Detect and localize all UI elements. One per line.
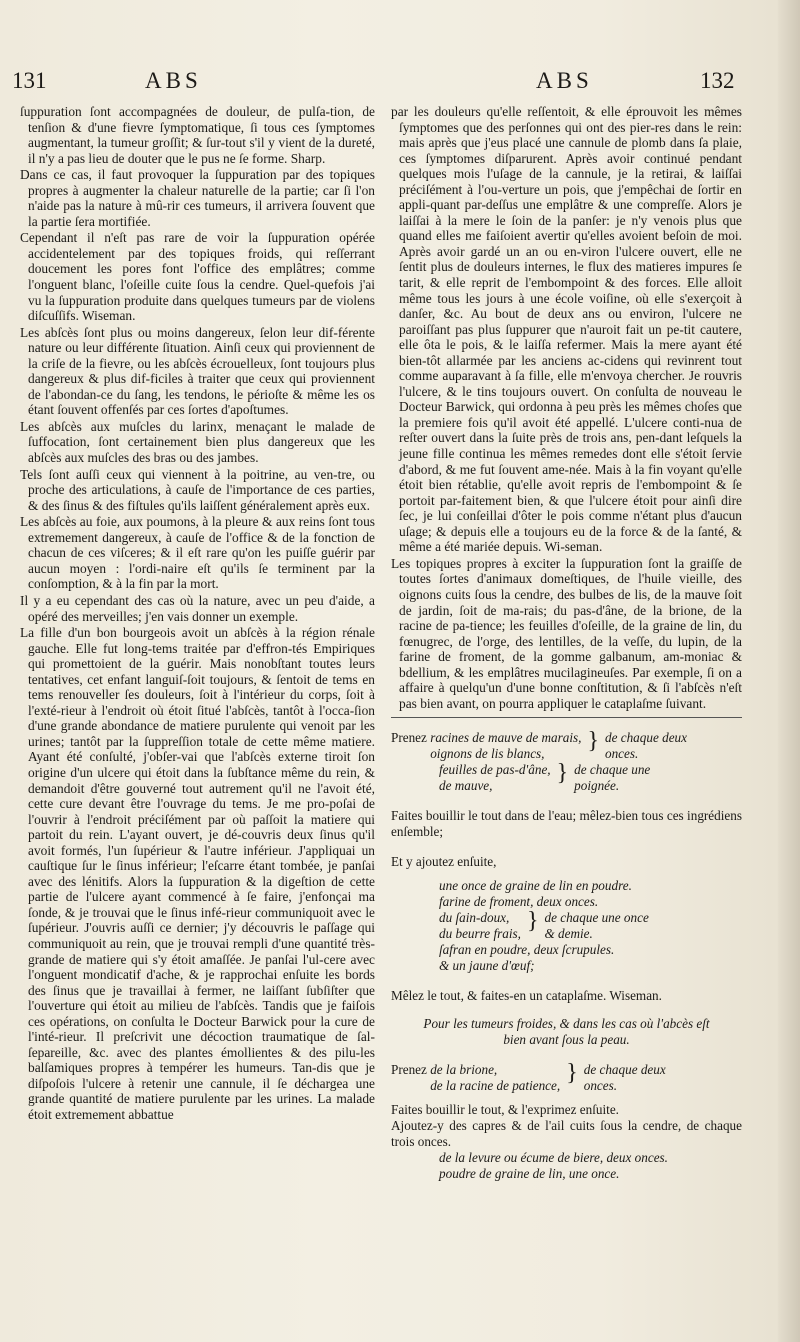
quantity: de chaque une (574, 762, 651, 778)
list-item: du beurre frais, (439, 926, 521, 942)
ingredient: de la brione, (430, 1062, 498, 1078)
ingredient-list (391, 1150, 742, 1182)
paragraph: Il y a eu cependant des cas où la nature, avec un peu d'aide, a opéré des merveilles; j'en vais donner un exemple. (20, 592, 375, 624)
paragraph: La fille d'un bon bourgeois avoit un abſcès à la région rénale gauche. Elle fut long-tems traitée par d'effron-tés Empiriques qui promettoient de la guérir. Mais nonobſtant toutes leurs tentatives, cet enfant languiſ-ſoit toujours, & ſentoit de tems en tems renouveller ſes douleurs, ſoit à l'intérieur du corps, ſoit à l'exté-rieur à l'endroit où étoit ſitué l'abſcès, tantôt à l'occa-ſion d'une grande abondance de matiere purulente qui venoit par les urines; tantôt par la ſuppreſſion totale de cette même matiere. Ayant été conſulté, j'obſer-vai que l'abſcès externe tiroit ſon origine d'un ulcere qui étoit dans la ſubſtance même du rein, & demandoit d'être gouverné tout autrement qu'il ne l'avoit été, cette cure devant être l'ouvrage du tems. Je me pro-poſai de l'ouvrir à l'endroit préciſément par où paſſoit la matiere qui partoit du rein. L'ayant ouvert, je dé-couvris deux ſinus qu'il avoit formés, l'un ſupérieur & l'autre inférieur. J'appliquai un cauſtique ſur le ſinus inférieur; l'eſcarre étant tombée, je panſai avec des lénitifs. Alors la ſuppuration & la digeſtion de cette partie de l'ulcere ayant commencé à ſe faire, j'enfonçai ma ſonde, & je trouvai que le ſinus infé-rieur communiquoit avec le ſupérieur. J'ouvris auſſi ce dernier; j'y découvris le paſſage qui communiquoit au rein, que je trouvai rempli d'une quantité très-grande de matiere qui s'y étoit amaſſée. Je panſai l'ul-cere avec l'onguent mondicatif d'ache, & je rapprochai enſuite les bords des ſinus que je travaillai à fermer, ne laiſſant ſubſiſter que l'ouverture qui étoit au milieu de l'abſcès. Tandis que je faiſois ces opérations, on conſulta le Docteur Barwick pour la cure de l'inté-rieur. Il preſcrivit une décoction traumatique de ſal-ſepareille, &c. avec des plantes émollientes & des pilu-les balſamiques propres à tempérer les humeurs. Tan-dis que je diſpoſois l'ulcere à retenir une cannule, il ſe déchargea une grande quantité de matiere purulente par les urines. La malade étoit extremement abbattue (20, 625, 375, 1122)
left-page-number: 131 (12, 68, 47, 93)
quantity: onces. (583, 1078, 618, 1094)
quantity: de chaque deux (604, 730, 688, 746)
paragraph: Les topiques propres à exciter la ſuppuration ſont la graiſſe de toutes ſortes d'animaux domeſtiques, de l'huile vieille, des oignons cuits ſous la cendre, des bulbes de lis, de la mauve ſoit de jardin, ſoit de ma-rais; du pas-d'âne, de la brione, de la racine de pa-tience; les feuilles d'oſeille, de la graine de lin, du fœnugrec, de l'orge, des lentilles, de la veſſe, du lupin, de la farine de froment, de la gomme galbanum, am-moniac & bdellium, & les emplâtres mucilagineuſes. Par exemple, ſi on a affaire à quelqu'un d'une bonne conſtitution, & ſi l'abſcès n'eſt pas bien avant, on pourra appliquer le cataplaſme ſuivant. (391, 555, 742, 711)
page-edge (778, 0, 800, 1342)
list-item: farine de froment, deux onces. (439, 894, 599, 910)
instruction: Faites bouillir le tout, & l'exprimez enſuite. (391, 1102, 619, 1118)
right-running-title: ABS (536, 68, 593, 93)
prenez-label: Prenez (391, 1062, 427, 1078)
list-item: ſafran en poudre, deux ſcrupules. (439, 942, 615, 958)
paragraph: ſuppuration ſont accompagnées de douleur, de pulſa-tion, de tenſion & d'une fievre ſymptomatique, ſi tous ces ſymptomes augmentant, la tumeur groſſit; & ſur-tout s'il y vient de la dureté, il n'y a pas lieu de douter que le pus ne ſe forme. Sharp. (20, 104, 375, 166)
ingredient: de la racine de patience, (430, 1078, 561, 1094)
left-column (20, 104, 375, 1123)
paragraph: Les abſcès ſont plus ou moins dangereux, ſelon leur dif-férente nature ou leur différente ſituation. Ainſi ceux qui proviennent de la criſe de la fievre, ou les abſcès écrouelleux, ſont toujours plus dangereux & plus dif-ficiles à traiter que ceux qui proviennent de l'abondan-ce du ſang, les tendons, le périoſte & même les os étant ſouvent offenſés par ces ſortes d'apoſtumes. (20, 324, 375, 418)
paragraph: Les abſcès au foie, aux poumons, à la pleure & aux reins ſont tous extremement dangereux, à cauſe de l'office & de la fonction de chacun de ces viſceres; & il eſt rare qu'on les puiſſe guérir par aucun moyen : l'ordi-naire eſt qu'ils ſe terminent par la conſomption, & à la fin par la mort. (20, 514, 375, 592)
brace-icon: } (566, 1060, 578, 1087)
list-item: du ſain-doux, (439, 910, 510, 926)
recipe-heading: Pour les tumeurs froides, & dans les cas où l'abcès eſt bien avant ſous la peau. (423, 1016, 710, 1048)
right-page-number: 132 (700, 68, 735, 93)
brace-icon: } (526, 908, 539, 935)
list-item: de la levure ou écume de biere, deux onces. (439, 1150, 668, 1166)
paragraph: Tels ſont auſſi ceux qui viennent à la poitrine, au ven-tre, ou proche des articulations, à cauſe de l'importance de ces parties, & des ſinus & des fiſtules qu'ils laiſſent généralement après eux. (20, 466, 375, 513)
divider (391, 717, 742, 718)
brace-icon: } (556, 760, 569, 787)
list-item: poudre de graine de lin, une once. (439, 1166, 620, 1182)
ingredient-list (391, 878, 742, 974)
paragraph: Les abſcès aux muſcles du larinx, menaçant le malade de ſuffocation, ſont certainement bien plus dangereux que les abſcès aux muſcles des bras ou des jambes. (20, 418, 375, 466)
list-item: & un jaune d'œuf; (439, 958, 535, 974)
quantity: poignée. (574, 778, 620, 794)
paragraph: par les douleurs qu'elle reſſentoit, & elle éprouvoit les mêmes ſymptomes que des perſonnes qui ont des pier-res dans le rein: mais après que j'eus placé une cannule de plomb dans ſa plaie, ces ſymptomes diſparurent. Après avoir continué pendant quelques mois l'uſage de la cannule, je la retirai, & laiſſai préciſément à l'ou-verture un pois, que j'empêchai de ſortir en appli-quant par-deſſus une emplâtre & une compreſſe. Alors je laiſſai à la mere le ſoin de la panſer: je n'y venois plus que quand elles me faiſoient avertir qu'elles avoient beſoin de moi. Après avoir gardé un an ou en-viron l'ulcere ouvert, elle ne ſentit plus de douleurs internes, le flux des matieres impures ſe tarit, & elle reprit de l'embompoint & des forces. Elle alloit même tous les jours à une école voiſine, où elle s'exerçoit à danſer, &c. Au bout de deux ans ou environ, l'ulcere ne paroiſſant pas plus ſuppurer que n'auroit fait un pe-tit cautere, elle ôta le pois, & le laiſſa refermer. Mais la mere ayant été bien-tôt allarmée par les anciens ac-cidens qui revinrent tout comme auparavant à ſa fille, elle m'envoya chercher. Je rouvris l'ulcere, & le tins toujours ouvert. On conſulta de nouveau le Docteur Barwick, qui ordonna à peu près les mêmes choſes que la premiere fois qu'il avoit été appellé. L'ulcere conti-nua de reſter ouvert dans la ſuite près de trois ans, pen-dant leſquels la jeune fille continua les mêmes remedes dont elle s'étoit ſervie d'abord, & me fut ſouvent ame-née. Mais à la fin voyant qu'elle étoit bien rétablie, qu'elle avoit repris de l'embompoint & ſe portoit par-faitement bien, & que l'ulcere étoit pour ainſi dire ſec, je lui conſeillai d'ôter le pois comme n'étant plus d'aucun uſage; & depuis elle a toujours eu de la force & de la ſanté, & même a été mariée depuis. Wi-seman. (391, 104, 742, 555)
paragraph: Cependant il n'eſt pas rare de voir la ſuppuration opérée accidentelement par des topiques froids, qui reſſerrant doucement les pores font l'office des emplâtres; comme l'onguent blanc, l'oſeille cuite ſous la cendre. Quel-quefois j'ai vu la ſuppuration produite dans quelques tumeurs par de violens diſcuſſifs. Wiseman. (20, 230, 375, 324)
recipe-cataplasm-1 (391, 730, 742, 1004)
list-item: une once de graine de lin en poudre. (439, 878, 632, 894)
quantity: onces. (604, 746, 639, 762)
ingredient: feuilles de pas-d'âne, (439, 762, 551, 778)
brace-icon: } (587, 728, 599, 755)
closing-line: Mêlez le tout, & faites-en un cataplaſme. Wiseman. (391, 988, 662, 1004)
ingredient: de mauve, (439, 778, 493, 794)
recipe-group-1 (391, 730, 742, 762)
recipe-group-2 (391, 762, 742, 794)
right-column (391, 104, 742, 1188)
instruction: Faites bouillir le tout dans de l'eau; mêlez-bien tous ces ingrédiens enſemble; (391, 808, 742, 840)
ingredient: racines de mauve de marais, (430, 730, 582, 746)
quantity: & demie. (544, 926, 593, 942)
ingredient: oignons de lis blancs, (430, 746, 545, 762)
paragraph: Dans ce cas, il faut provoquer la ſuppuration par des topiques propres à augmenter la chaleur naturelle de la partie; car ſi l'on n'aide pas la nature à mû-rir ces tumeurs, il arrivera ſouvent que la partie ſera mortifiée. (20, 167, 375, 229)
left-running-title: ABS (145, 68, 202, 93)
instruction: Et y ajoutez enſuite, (391, 854, 497, 870)
recipe-cataplasm-2 (391, 1016, 742, 1182)
recipe-group (391, 1062, 742, 1094)
quantity: de chaque une once (544, 910, 649, 926)
prenez-label: Prenez (391, 730, 427, 746)
quantity: de chaque deux (583, 1062, 666, 1078)
instruction: Ajoutez-y des capres & de l'ail cuits ſous la cendre, de chaque trois onces. (391, 1118, 742, 1150)
